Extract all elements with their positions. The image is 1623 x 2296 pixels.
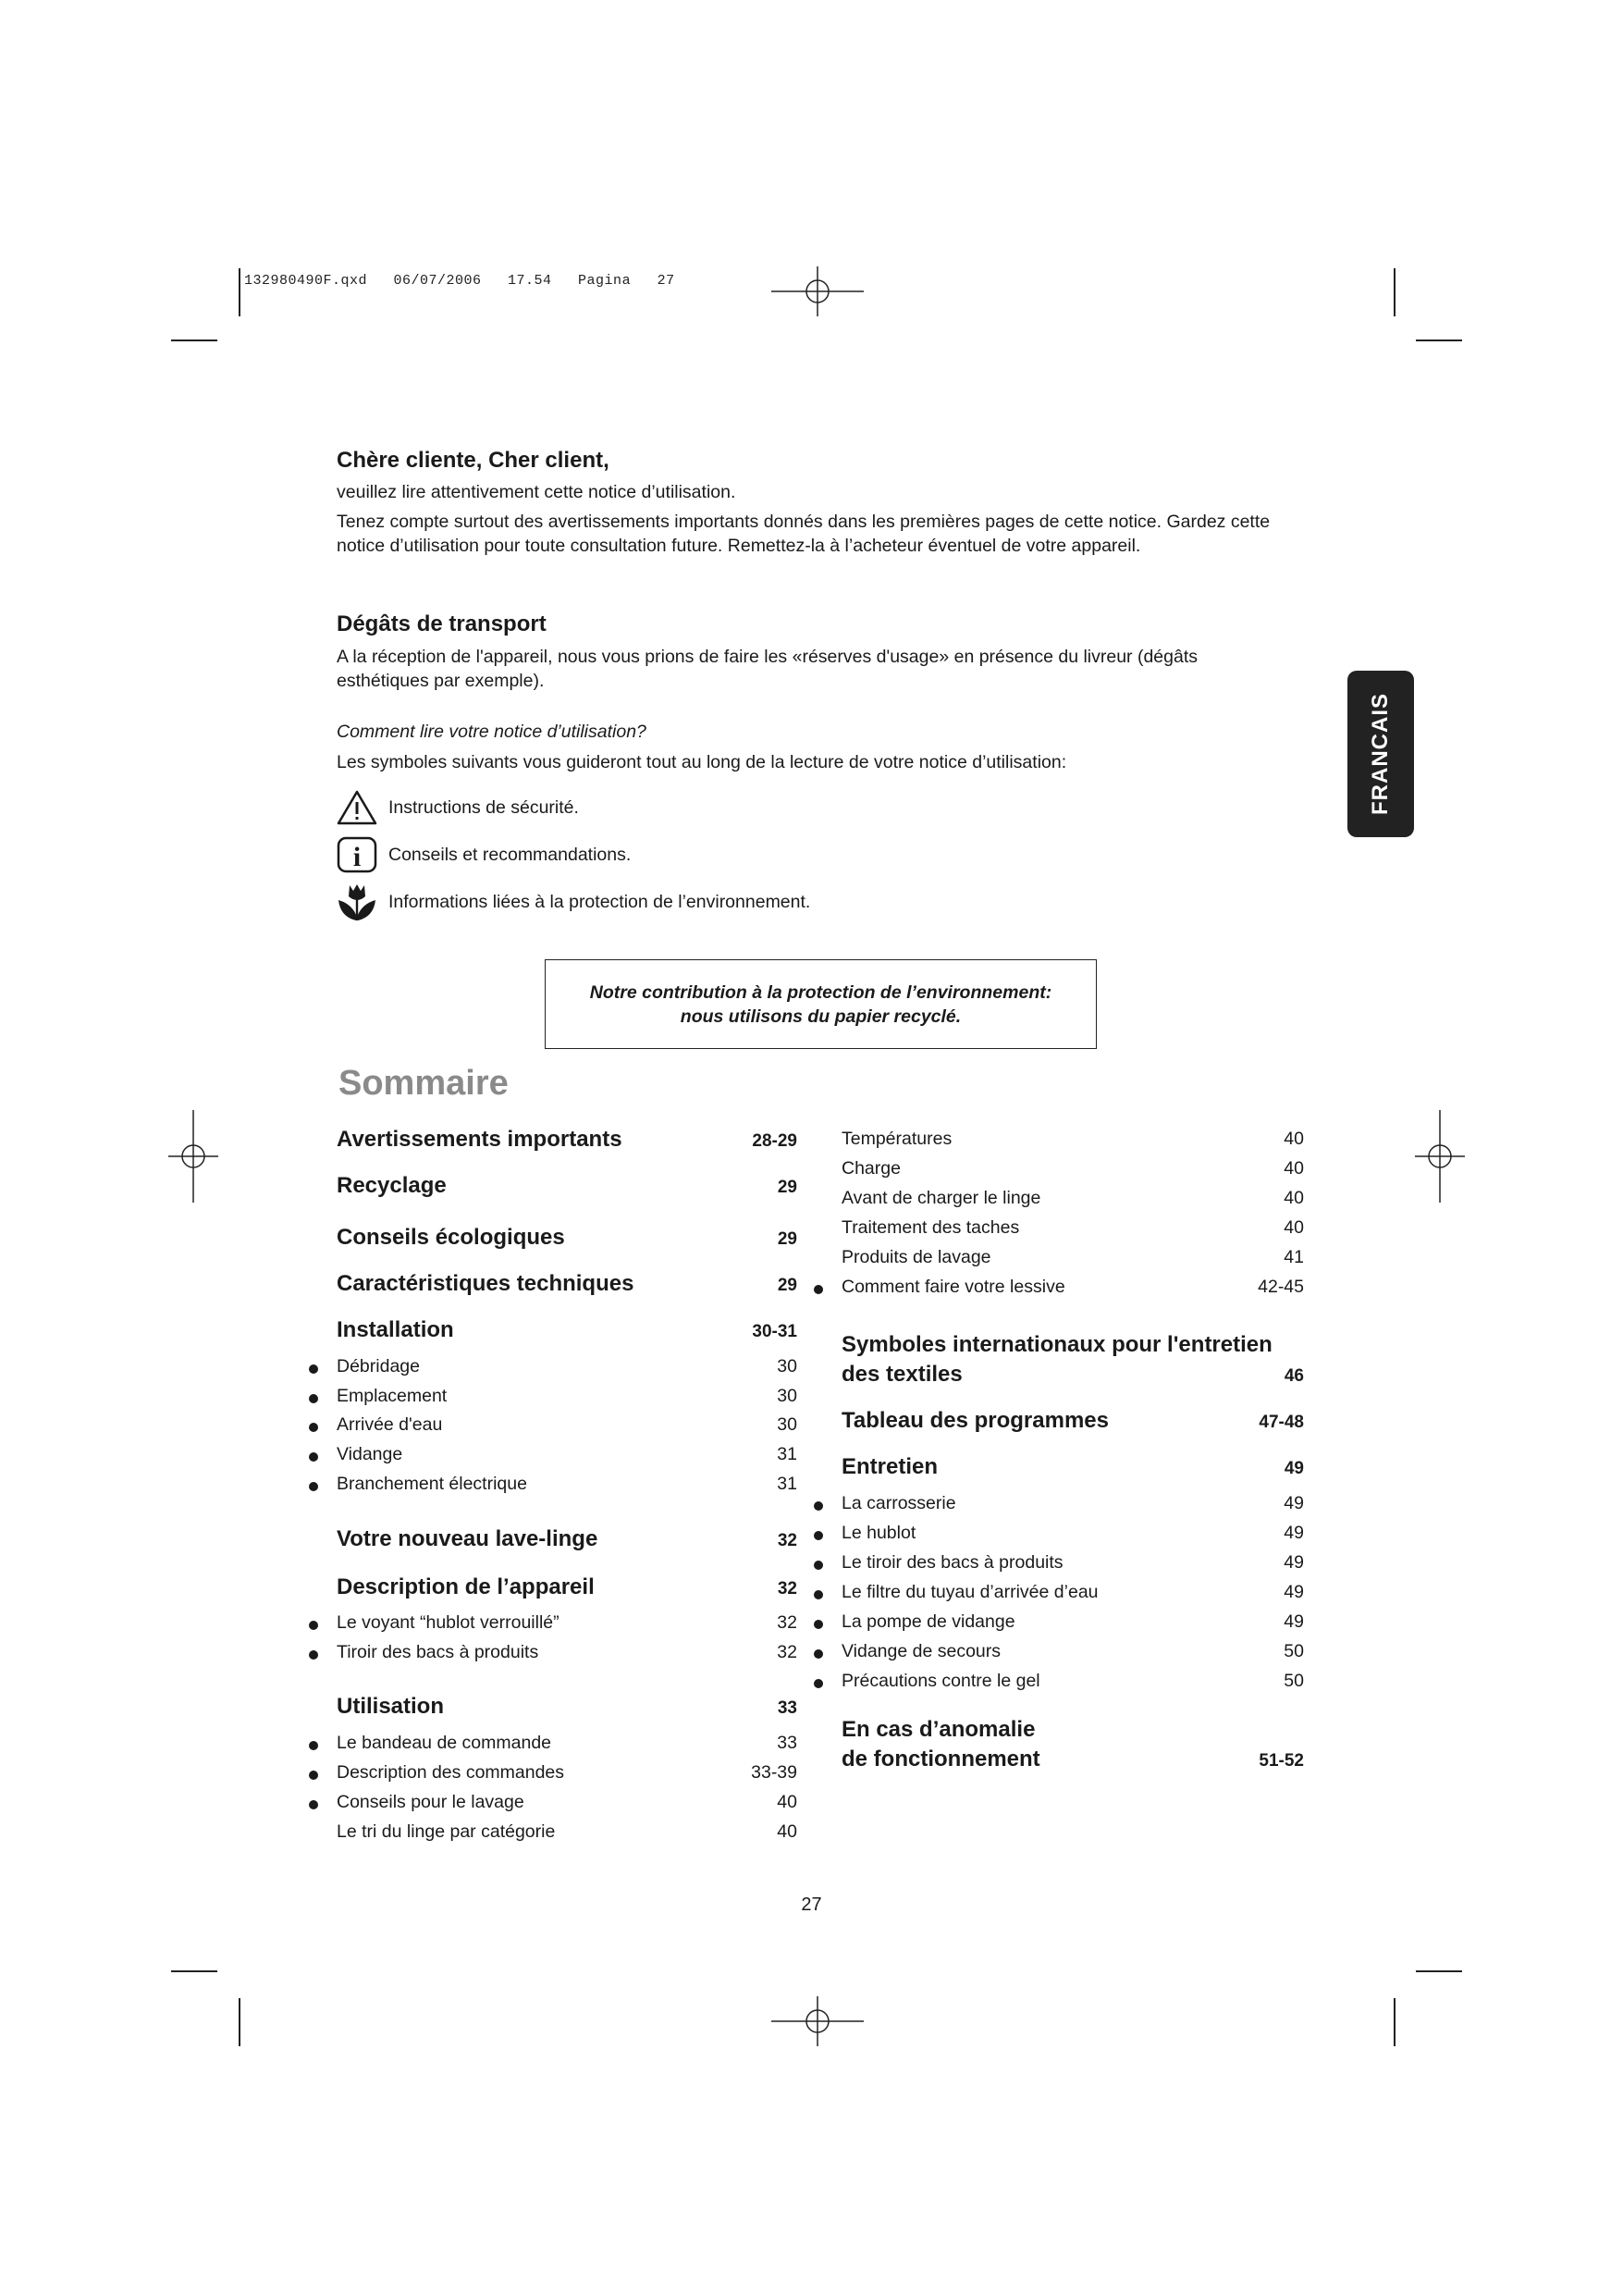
toc-entry-label: Caractéristiques techniques bbox=[337, 1271, 634, 1296]
toc-entry-page: 33-39 bbox=[751, 1762, 797, 1783]
toc-entry-label: Débridage bbox=[337, 1356, 420, 1376]
toc-entry-label: Installation bbox=[337, 1317, 454, 1342]
toc-entry-label: Le tiroir des bacs à produits bbox=[842, 1552, 1064, 1573]
toc-entry-label: Avertissements importants bbox=[337, 1127, 622, 1152]
toc-entry bbox=[309, 1733, 797, 1754]
toc-entry bbox=[337, 1271, 797, 1297]
toc-entry-page: 32 bbox=[777, 1642, 797, 1662]
note-line-1: Notre contribution à la protection de l’environnement: bbox=[589, 981, 1052, 1003]
toc-entry-label: En cas d’anomalie bbox=[842, 1717, 1036, 1742]
toc-entry bbox=[309, 1612, 797, 1634]
toc-entry bbox=[309, 1414, 797, 1436]
toc-entry-label: Recyclage bbox=[337, 1173, 447, 1198]
toc-entry bbox=[842, 1747, 1304, 1772]
toc-entry-page: 49 bbox=[1284, 1552, 1304, 1573]
toc-entry-label: Conseils pour le lavage bbox=[337, 1792, 524, 1812]
toc-entry bbox=[814, 1671, 1304, 1692]
toc-entry-page: 51-52 bbox=[1259, 1751, 1304, 1771]
howto-text: Les symboles suivants vous guideront tout au long de la lecture de votre notice d’utilisation: bbox=[337, 752, 1067, 772]
toc-entry-page: 30 bbox=[777, 1386, 797, 1406]
toc-entry bbox=[337, 1173, 797, 1199]
toc-entry bbox=[309, 1792, 797, 1813]
toc-entry-page: 32 bbox=[777, 1531, 797, 1550]
toc-entry-label: Le bandeau de commande bbox=[337, 1733, 552, 1753]
toc-right-column bbox=[842, 0, 1304, 2296]
toc-entry-page: 40 bbox=[1284, 1129, 1304, 1149]
toc-entry-page: 40 bbox=[1284, 1188, 1304, 1208]
greeting-heading: Chère cliente, Cher client, bbox=[337, 448, 609, 473]
toc-entry bbox=[842, 1158, 1304, 1179]
symbol-label-info: Conseils et recommandations. bbox=[388, 844, 632, 865]
toc-entry-page: 29 bbox=[777, 1229, 797, 1249]
toc-entry bbox=[309, 1444, 797, 1465]
toc-entry-label: Arrivée d'eau bbox=[337, 1414, 443, 1435]
toc-entry bbox=[814, 1552, 1304, 1574]
greeting-text-2: Tenez compte surtout des avertissements importants donnés dans les premières pages de cette notice. Gardez cette notice d’utilisation pour toute consultation future. Remettez-la à l’acheteur éventuel de votre appareil. bbox=[337, 512, 1271, 556]
toc-entry-label: Tableau des programmes bbox=[842, 1408, 1109, 1433]
toc-entry-label: Tiroir des bacs à produits bbox=[337, 1642, 539, 1662]
toc-entry-label: Traitement des taches bbox=[842, 1217, 1020, 1238]
toc-entry-label: Le tri du linge par catégorie bbox=[337, 1821, 556, 1842]
toc-entry-page: 29 bbox=[777, 1276, 797, 1295]
toc-entry-page: 42-45 bbox=[1258, 1277, 1304, 1297]
toc-entry-label: Branchement électrique bbox=[337, 1474, 527, 1494]
transport-text: A la réception de l'appareil, nous vous prions de faire les «réserves d'usage» en présence du livreur (dégâts esthétiques par exemple). bbox=[337, 647, 1199, 691]
toc-entry-page: 33 bbox=[777, 1698, 797, 1718]
toc-entry bbox=[814, 1523, 1304, 1544]
toc-entry bbox=[337, 1225, 797, 1251]
toc-entry-label: Description des commandes bbox=[337, 1762, 565, 1783]
symbol-label-safety: Instructions de sécurité. bbox=[388, 796, 579, 818]
toc-entry bbox=[842, 1217, 1304, 1239]
toc-left-column bbox=[337, 0, 797, 2296]
toc-entry bbox=[842, 1454, 1304, 1480]
toc-entry-page: 31 bbox=[777, 1444, 797, 1464]
toc-entry-page: 31 bbox=[777, 1474, 797, 1494]
toc-entry-label: Le filtre du tuyau d’arrivée d’eau bbox=[842, 1582, 1099, 1602]
toc-entry-label: Symboles internationaux pour l'entretien bbox=[842, 1332, 1273, 1357]
toc-entry-label: des textiles bbox=[842, 1362, 963, 1387]
toc-entry-label: Votre nouveau lave-linge bbox=[337, 1526, 598, 1551]
toc-entry bbox=[309, 1642, 797, 1663]
toc-entry-page: 46 bbox=[1284, 1366, 1304, 1386]
toc-entry-label: Charge bbox=[842, 1158, 901, 1179]
toc-title: Sommaire bbox=[338, 1064, 509, 1103]
toc-entry-page: 49 bbox=[1284, 1582, 1304, 1602]
toc-entry-page: 32 bbox=[777, 1612, 797, 1633]
toc-entry-label: Conseils écologiques bbox=[337, 1225, 565, 1250]
toc-entry bbox=[309, 1386, 797, 1407]
toc-entry bbox=[309, 1474, 797, 1495]
toc-entry bbox=[337, 1317, 797, 1343]
toc-entry-page: 40 bbox=[1284, 1217, 1304, 1238]
toc-entry bbox=[337, 1821, 797, 1843]
toc-entry-label: Entretien bbox=[842, 1454, 939, 1479]
registration-mark-right bbox=[1415, 1110, 1465, 1203]
toc-entry bbox=[842, 1717, 1304, 1743]
toc-entry bbox=[842, 1188, 1304, 1209]
toc-entry bbox=[337, 1694, 797, 1720]
toc-entry-page: 30 bbox=[777, 1414, 797, 1435]
note-line-2: nous utilisons du papier recyclé. bbox=[680, 1006, 962, 1027]
transport-heading: Dégâts de transport bbox=[337, 611, 547, 636]
toc-entry-page: 30 bbox=[777, 1356, 797, 1376]
print-slug: 132980490F.qxd 06/07/2006 17.54 Pagina 27 bbox=[244, 273, 675, 289]
toc-entry bbox=[814, 1277, 1304, 1298]
toc-entry-page: 28-29 bbox=[752, 1131, 797, 1151]
toc-entry-page: 30-31 bbox=[752, 1322, 797, 1341]
toc-entry-page: 50 bbox=[1284, 1671, 1304, 1691]
toc-entry bbox=[814, 1493, 1304, 1514]
toc-entry-label: Produits de lavage bbox=[842, 1247, 991, 1267]
toc-entry-page: 40 bbox=[777, 1821, 797, 1842]
svg-text:i: i bbox=[352, 842, 362, 872]
toc-entry bbox=[814, 1641, 1304, 1662]
toc-entry-label: Description de l’appareil bbox=[337, 1574, 595, 1599]
toc-entry bbox=[337, 1127, 797, 1153]
toc-entry-page: 49 bbox=[1284, 1611, 1304, 1632]
toc-entry-label: La pompe de vidange bbox=[842, 1611, 1015, 1632]
toc-entry bbox=[842, 1408, 1304, 1434]
toc-entry-label: de fonctionnement bbox=[842, 1747, 1040, 1771]
toc-entry-page: 40 bbox=[1284, 1158, 1304, 1179]
language-tab-label: FRANCAIS bbox=[1368, 693, 1393, 815]
toc-entry-page: 29 bbox=[777, 1178, 797, 1197]
toc-entry-page: 41 bbox=[1284, 1247, 1304, 1267]
toc-entry-page: 49 bbox=[1284, 1493, 1304, 1513]
toc-entry-label: Vidange de secours bbox=[842, 1641, 1002, 1661]
toc-entry-label: Vidange bbox=[337, 1444, 403, 1464]
toc-entry-label: Comment faire votre lessive bbox=[842, 1277, 1065, 1297]
toc-entry-page: 49 bbox=[1284, 1459, 1304, 1478]
toc-entry-label: Le hublot bbox=[842, 1523, 916, 1543]
toc-entry-label: Températures bbox=[842, 1129, 953, 1149]
toc-entry bbox=[814, 1582, 1304, 1603]
toc-entry-page: 33 bbox=[777, 1733, 797, 1753]
toc-entry-label: Le voyant “hublot verrouillé” bbox=[337, 1612, 559, 1633]
toc-entry-page: 50 bbox=[1284, 1641, 1304, 1661]
toc-entry-page: 49 bbox=[1284, 1523, 1304, 1543]
toc-entry-label: Utilisation bbox=[337, 1694, 445, 1719]
toc-entry bbox=[309, 1762, 797, 1784]
toc-entry-label: Avant de charger le linge bbox=[842, 1188, 1041, 1208]
toc-entry-label: Précautions contre le gel bbox=[842, 1671, 1040, 1691]
toc-entry bbox=[337, 1574, 797, 1600]
toc-entry-label: La carrosserie bbox=[842, 1493, 956, 1513]
toc-entry-label: Emplacement bbox=[337, 1386, 448, 1406]
toc-entry-page: 47-48 bbox=[1259, 1413, 1304, 1432]
toc-entry bbox=[842, 1332, 1304, 1358]
greeting-text-1: veuillez lire attentivement cette notice d’utilisation. bbox=[337, 482, 736, 502]
howto-heading: Comment lire votre notice d’utilisation? bbox=[337, 722, 646, 742]
toc-entry-page: 32 bbox=[777, 1579, 797, 1599]
toc-entry bbox=[842, 1247, 1304, 1268]
page-number: 27 bbox=[801, 1895, 822, 1915]
toc-entry bbox=[814, 1611, 1304, 1633]
toc-entry bbox=[842, 1129, 1304, 1150]
toc-entry bbox=[309, 1356, 797, 1377]
registration-mark-left bbox=[168, 1110, 218, 1203]
symbol-label-environment: Informations liées à la protection de l’environnement. bbox=[388, 891, 811, 912]
language-tab bbox=[1347, 671, 1414, 837]
toc-entry bbox=[842, 1362, 1304, 1388]
toc-entry-page: 40 bbox=[777, 1792, 797, 1812]
toc-entry bbox=[337, 1526, 797, 1552]
